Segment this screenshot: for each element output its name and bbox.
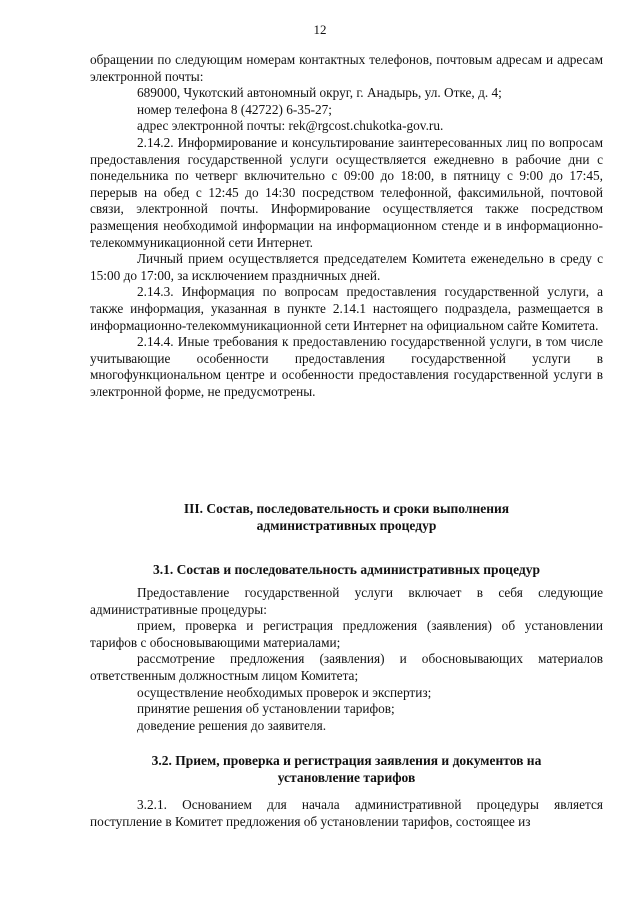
email-address: адрес электронной почты: rek@rgcost.chukotka-gov.ru.	[137, 118, 444, 134]
subsection-3-1-heading: 3.1. Состав и последовательность административных процедур	[153, 562, 540, 577]
paragraph-2-14-2: 2.14.2. Информирование и консультирование заинтересованных лиц по вопросам предоставления государственной услуги осуществляется ежедневно в рабочие дни с понедельника по четверг включительно с 09:00 до 18:00, в пятницу с 9:00 до 17:45, перерыв на обед с 12:45 до 14:30 посредством телефонной, факсимильной, почтовой связи, электронной почты. Информирование осуществляется также посредством размещения необходимой информации на информационном стенде и в информационно-телекоммуникационной сети Интернет.	[90, 134, 603, 250]
section-3-heading-line-2: административных процедур	[256, 518, 437, 533]
paragraph-personal-reception: Личный прием осуществляется председателем Комитета еженедельно в среду с 15:00 до 17:00, за исключением праздничных дней.	[90, 251, 603, 283]
procedure-item-3: осуществление необходимых проверок и экспертиз;	[137, 684, 432, 700]
procedure-item-2: рассмотрение предложения (заявления) и обосновывающих материалов ответственным должностным лицом Комитета;	[90, 651, 603, 683]
postal-address: 689000, Чукотский автономный округ, г. Анадырь, ул. Отке, д. 4;	[137, 85, 502, 101]
procedures-intro: Предоставление государственной услуги включает в себя следующие административные процедуры:	[90, 585, 603, 617]
page-number: 12	[313, 22, 327, 37]
subsection-3-2	[90, 752, 603, 830]
section-3-heading	[90, 500, 603, 534]
contacts-block	[90, 52, 603, 400]
paragraph-2-14-3: 2.14.3. Информация по вопросам предоставления государственной услуги, а также информация, указанная в пункте 2.14.1 настоящего подраздела, размещается в информационно-телекоммуникационной сети Интернет на официальном сайте Комитета.	[90, 284, 603, 333]
paragraph-2-14-4: 2.14.4. Иные требования к предоставлению государственной услуги, в том числе учитывающие особенности предоставления государственной услуги в многофункциональном центре и особенности предоставления государственной услуги в электронной форме, не предусмотрены.	[90, 334, 603, 399]
procedure-item-1: прием, проверка и регистрация предложения (заявления) об установлении тарифов с обосновывающими материалами;	[90, 618, 603, 650]
subsection-3-2-heading-line-2: установление тарифов	[277, 770, 416, 785]
procedure-item-5: доведение решения до заявителя.	[137, 717, 327, 733]
paragraph-3-2-1: 3.2.1. Основанием для начала административной процедуры является поступление в Комитет предложения об установлении тарифов, состоящее из	[90, 797, 603, 829]
procedure-item-4: принятие решения об установлении тарифов;	[137, 701, 395, 717]
subsection-3-1	[90, 561, 603, 734]
phone-number: номер телефона 8 (42722) 6-35-27;	[137, 101, 333, 117]
subsection-3-2-heading-line-1: 3.2. Прием, проверка и регистрация заявления и документов на	[151, 753, 542, 768]
paragraph-contacts-intro: обращении по следующим номерам контактных телефонов, почтовым адресам и адресам электронной почты:	[90, 52, 603, 84]
section-3-heading-line-1: III. Состав, последовательность и сроки выполнения	[183, 501, 510, 516]
